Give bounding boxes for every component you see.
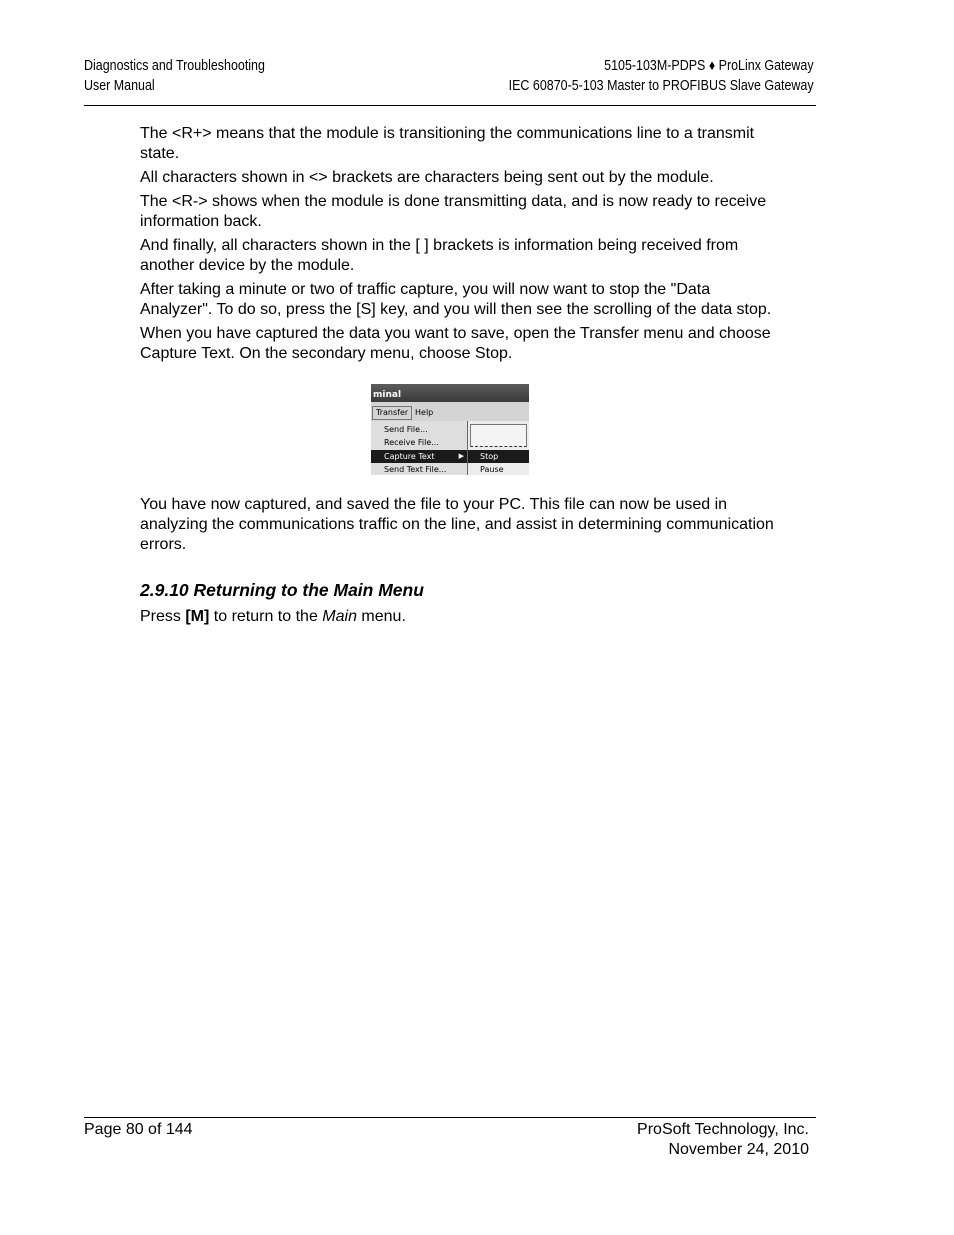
key-label: [M] — [185, 608, 210, 625]
menu-item-capture-text — [371, 450, 467, 463]
menu-name: Main — [322, 608, 357, 625]
instruction-text: Press — [140, 608, 186, 625]
page-number: Page 80 of 144 — [84, 1121, 193, 1138]
publication-date: November 24, 2010 — [668, 1141, 809, 1158]
instruction-text: to return to the — [209, 608, 323, 625]
paragraph: After taking a minute or two of traffic capture, you will now want to stop the "Data Analyzer". To do so, press the [S] key, and you will then see the scrolling of the data stop. — [140, 281, 772, 318]
menu-item-capture-text-label: Capture Text — [384, 452, 435, 461]
paragraph: You have now captured, and saved the file to your PC. This file can now be used in analyzing the communications traffic on the line, and assist in determining communication errors. — [140, 496, 774, 553]
menu-item-send-file: Send File... — [384, 425, 428, 434]
submenu-blank-area — [470, 424, 527, 447]
header-section-title: Diagnostics and Troubleshooting — [84, 58, 265, 74]
capture-text-submenu — [468, 421, 529, 475]
paragraph: When you have captured the data you want to save, open the Transfer menu and choose Capture Text. On the secondary menu, choose Stop. — [140, 325, 771, 362]
page-content — [140, 124, 780, 631]
submenu-arrow-icon: ▶ — [458, 452, 464, 460]
transfer-dropdown — [371, 421, 468, 475]
menu-bar — [371, 402, 529, 421]
menu-item-receive-file: Receive File... — [384, 438, 439, 447]
paragraph: The <R+> means that the module is transitioning the communications line to a transmit state. — [140, 125, 755, 162]
transfer-menu-screenshot — [371, 384, 529, 475]
header-product: 5105-103M-PDPS ♦ ProLinx Gateway — [604, 58, 814, 74]
menu-help: Help — [415, 408, 434, 417]
footer-right — [637, 1120, 809, 1160]
header-left — [84, 57, 265, 96]
window-title-bar — [371, 384, 529, 402]
company-name: ProSoft Technology, Inc. — [637, 1121, 809, 1138]
menu-item-send-text-file: Send Text File... — [384, 465, 447, 474]
window-title: minal — [373, 390, 402, 400]
submenu-item-stop: Stop — [468, 450, 529, 463]
section-heading: 2.9.10 Returning to the Main Menu — [140, 580, 424, 600]
section-instruction — [140, 607, 780, 627]
header-divider — [84, 105, 816, 106]
submenu-item-pause: Pause — [480, 465, 504, 474]
menu-transfer: Transfer — [372, 406, 412, 420]
instruction-text: menu. — [356, 608, 406, 625]
header-right — [509, 57, 814, 96]
paragraph: And finally, all characters shown in the [ ] brackets is information being received from another device by the module. — [140, 237, 739, 274]
header-doc-type: User Manual — [84, 77, 155, 94]
header-product-desc: IEC 60870-5-103 Master to PROFIBUS Slave Gateway — [509, 77, 814, 94]
paragraph: The <R-> shows when the module is done transmitting data, and is now ready to receive information back. — [140, 193, 767, 230]
paragraph: All characters shown in <> brackets are characters being sent out by the module. — [140, 169, 714, 186]
footer-divider — [84, 1117, 816, 1118]
